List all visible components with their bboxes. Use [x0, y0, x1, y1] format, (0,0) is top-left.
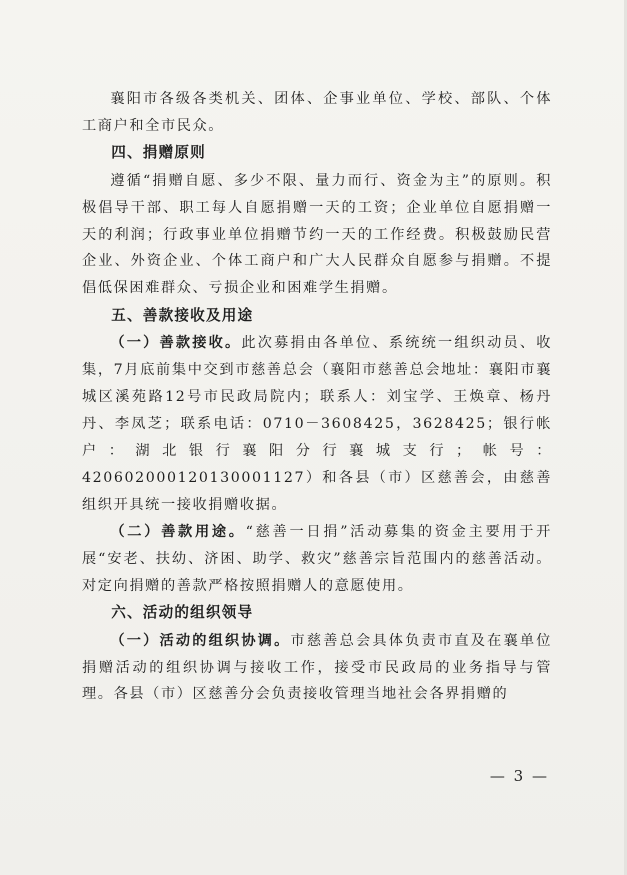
section-6-item-1-text: 市慈善总会具体负责市直及在襄单位捐赠活动的组织协调与接收工作，接受市民政局的业务指导与管理。各县（市）区慈善分会负责接收管理当地社会各界捐赠的	[82, 632, 552, 703]
page-number: — 3 —	[489, 767, 549, 785]
section-5-item-1-label: （一）善款接收。	[110, 335, 242, 352]
section-5-item-2-label: （二）善款用途。	[110, 524, 246, 540]
section-5-item-1	[82, 330, 552, 518]
section-5-heading: 五、善款接收及用途	[111, 306, 254, 324]
intro-paragraph: 襄阳市各级各类机关、团体、企事业单位、学校、部队、个体工商户和全市民众。	[82, 91, 552, 134]
section-6-item-1-label: （一）活动的组织协调。	[110, 632, 291, 649]
section-5-item-2-text: “慈善一日捐”活动募集的资金主要用于开展“安老、扶幼、济困、助学、救灾”慈善宗旨范围内的慈善活动。对定向捐赠的善款严格按照捐赠人的意愿使用。	[82, 524, 552, 594]
section-5-item-1-text: 此次募捐由各单位、系统统一组织动员、收集，7月底前集中交到市慈善总会（襄阳市慈善总会地址：襄阳市襄城区溪苑路12号市民政局院内；联系人：刘宝学、王焕章、杨丹丹、李凤芝；联系电话：0710－3608425，3628425；银行帐户：湖北银行襄阳分行襄城支行；帐号：420602000120130001127）和各县（市）区慈善会，由慈善组织开具统一接收捐赠收据。	[82, 335, 552, 513]
section-4-heading: 四、捐赠原则	[111, 144, 206, 162]
section-6-heading: 六、活动的组织领导	[111, 604, 254, 622]
document-body	[82, 86, 552, 709]
section-6-item-1	[82, 628, 552, 709]
section-4-paragraph: 遵循“捐赠自愿、多少不限、量力而行、资金为主”的原则。积极倡导干部、职工每人自愿捐赠一天的工资；企业单位自愿捐赠一天的利润；行政事业单位捐赠节约一天的工作经费。积极鼓励民营企业、外资企业、个体工商户和广大人民群众自愿参与捐赠。不提倡低保困难群众、亏损企业和困难学生捐赠。	[82, 172, 552, 297]
section-5-item-2	[82, 519, 552, 600]
